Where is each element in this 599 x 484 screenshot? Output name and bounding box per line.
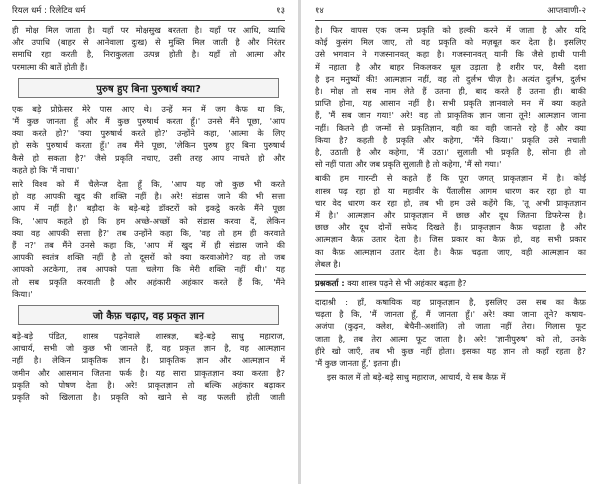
text-line: 'मैं कुछ जानता हूँ,' इतना ही।	[315, 358, 401, 369]
text-line: में है।' आत्मज्ञान और प्राकृतज्ञान में छाछ और दूध जितना डिफरेन्स है।	[315, 210, 586, 221]
text-line: उसे भगवान ने गजस्नानवत् कहा है। गजस्नानवत् यानी कि जैसे हाथी पानी	[315, 49, 586, 60]
left-paragraph-3	[12, 330, 285, 403]
text-line: सारे विश्व को मैं चैलेन्ज देता हूँ कि, 'आप यह जो कुछ भी करते	[12, 179, 285, 190]
section-heading-prakrut-gyan: जो कैफ़ चढ़ाए, वह प्रकृत ज्ञान	[18, 305, 279, 325]
text-line: है, उठाती है और कहेगा, 'मैं उठा।' सुलाती भी प्रकृति है, सोना ही तो	[315, 147, 586, 158]
text-line: है। फिर वापस एक जन्म प्रकृति को हल्की करने में जाता है और यदि	[315, 25, 586, 35]
text-line: नहीं है। लेकिन प्राकृतिक ज्ञान है। प्राकृतिक ज्ञान और आत्मज्ञान में	[12, 355, 285, 366]
left-paragraph-2	[12, 178, 285, 300]
text-line: आप में नहीं है।' बड़ौदा के बड़े-बड़े डॉक्टरों को इकट्ठे करके मैंने पूछा	[12, 203, 285, 214]
text-line: हीरे खो जाएँ, तब भी कुछ नहीं होता। इसका यह ज्ञान तो कहाँ रहता है?	[315, 345, 586, 356]
right-page-number: १४	[315, 6, 324, 16]
right-paragraph-1	[315, 24, 586, 170]
text-line: बड़े-बड़े पंडित, शास्त्र पढ़नेवाले शास्त्रज्ञ, बड़े-बड़े साधु महाराज,	[12, 331, 285, 342]
text-line: किया है? कहती है प्रकृति और कहेगा, 'मैंने किया।' प्रकृति उसे नचाती	[315, 134, 586, 145]
text-line: कहते हो कि 'मैं नाचा।'	[12, 164, 80, 175]
left-page-number: १३	[276, 6, 285, 16]
text-line: हैं, 'मैं सब जान गया!' अरे! वह तो प्राकृतिक ज्ञान जाना तूने! आत्मज्ञान जाना	[315, 110, 586, 121]
left-paragraph-1	[12, 103, 285, 176]
text-line: परमात्मा की बातें होती हैं।	[12, 61, 88, 72]
left-header-title: रियल धर्म : रिलेटिव धर्म	[12, 6, 86, 16]
text-line: चार वेद धारण कर रहा हो, तब भी हम उसे कहेंगे कि, 'तू अभी प्राकृतज्ञान	[315, 197, 586, 208]
text-line: लेबल है।	[315, 258, 341, 269]
text-line: का कैफ़ आत्मज्ञान उतार देता है। कैफ़ चढ़ता जाए, वही आत्मज्ञान का	[315, 246, 586, 257]
text-line: हो वह आपकी खुद की शक्ति नहीं है। अरे! संडास जाने की भी सत्ता	[12, 191, 285, 202]
text-line: और उपाधि (बाहर से आनेवाला दुःख) से मुक्ति मिल जाती है और निरंतर	[12, 37, 285, 48]
text-line: ही मोक्ष मिल जाता है। यहाँ पर मोक्षसुख बरतता है। यहाँ पर आधि, व्याधि	[12, 25, 285, 35]
text-line: प्रकृति को खिलाता है। प्रकृति को खाने से वह फलती होती जाती	[12, 392, 285, 403]
text-line: कि, 'आप कहते हो कि हम अच्छे-अच्छों को संडास करवा दें, लेकिन	[12, 215, 285, 226]
text-line: दादाश्री : हाँ, कषायिक वह प्राकृतज्ञान है, इसलिए उस सब का कैफ़	[315, 297, 586, 308]
text-line: नहीं। कितने ही जन्मों से प्रकृतिज्ञान, वही का वही जानते रहे हैं और क्या	[315, 122, 586, 133]
right-page-header	[315, 6, 586, 21]
right-header-title: आप्तवाणी-२	[547, 6, 586, 16]
text-line: अजंपा (कुढ़न, क्लेश, बेचैनी-अशांति) तो जाता नहीं तेरा। गिलास फूट	[315, 321, 586, 332]
text-line: जाता है, तब तेरा आत्मा फूट जाता है। अरे! 'ज्ञानीपुरुष' को तो, उनके	[315, 333, 586, 344]
text-line: है इन मनुष्यों की! आत्मज्ञान नहीं, वह तो दुर्लभ चीज़ है। अत्यंत दुर्लभ, दुर्लभ	[315, 73, 586, 84]
section-heading-purusharth: पुरुष हुए बिना पुरुषार्थ क्या?	[18, 78, 279, 98]
right-paragraph-2	[315, 172, 586, 270]
text-line: प्राप्ति होना, यह आसान नहीं है। सभी प्रकृति ज्ञानवाले मन में क्या कहते	[315, 98, 586, 109]
text-line: कैसे हो सकता है?' जैसे प्रकृति नचाए, उसी तरह आप नाचते हो और	[12, 152, 285, 163]
text-line: चढ़ता है कि, 'मैं जानता हूँ, मैं जानता हूँ।' अरे! क्या जाना तूने? कषाय-	[315, 309, 586, 320]
text-line: एक बड़े प्रोफ़ेसर मेरे पास आए थे। उन्हें मन में जग कैफ था कि,	[12, 103, 285, 114]
text-line: छाछ और दूध दोनों सफेद दिखते हैं। प्राकृतज्ञान कैफ़ चढ़ाता है और	[315, 222, 586, 233]
text-line: बाकी हम गारन्टी से कहते हैं कि पूरा जगत् प्राकृतज्ञान में है। कोई	[315, 173, 586, 184]
text-line: प्रकृति को पोषण देता है। अरे! प्राकृतज्ञान तो बल्कि अहंकार बढ़ाकर	[12, 379, 285, 390]
text-line: कोई कुसंग मिल जाए, तो वह प्रकृति को मज़बूत कर देता है। इसलिए	[315, 37, 586, 48]
text-line: आत्मज्ञान कैफ़ उतार देता है। जिस प्रकार का कैफ़ हो, वह सभी प्रकार	[315, 234, 586, 245]
text-line: शास्त्र पढ़ रहा हो या महावीर के पैंतालीस आगम धारण कर रहा हो या	[315, 185, 586, 196]
question-box	[315, 274, 586, 292]
question-label: प्रश्नकर्ता :	[315, 278, 345, 289]
text-line: आपकी स्वतंत्र शक्ति नहीं है तो दूसरों को क्या करवाओगे? वह तो जब	[12, 252, 285, 263]
left-page	[0, 0, 299, 484]
left-intro-paragraph	[12, 24, 285, 73]
text-line: क्या करते हो?' 'क्या पुरुषार्थ करते हो?' उन्होंने कहा, 'आत्मा के लिए	[12, 128, 285, 139]
text-line: है। मोक्ष तो सब नाम लेते हैं उतना ही, बाद करते हैं उतना ही। बाकी	[315, 86, 586, 97]
text-line: हैं न?' तब मैंने उनसे कहा कि, 'आप में खुद में ही संडास जाने की	[12, 240, 285, 251]
text-line: आचार्य, सभी जो कुछ भी जानते हैं, वह प्रकृत ज्ञान है, वह आत्मज्ञान	[12, 343, 285, 354]
text-line: किया।'	[12, 288, 33, 299]
left-page-header	[12, 6, 285, 21]
text-line: आपको अटकेगा, तब आपको पता चलेगा कि मेरी शक्ति नहीं थी।' यह	[12, 264, 285, 275]
text-line: 'मैं कुछ जानता हूँ और मैं कुछ पुरुषार्थ करता हूँ।' उनसे मैंने पूछा, 'आप	[12, 116, 285, 127]
right-final-paragraph	[315, 371, 586, 383]
text-line: हो सके पुरुषार्थ करता हूँ।' तब मैंने पूछा, 'लेकिन पुरुष हुए बिना पुरुषार्थ	[12, 140, 285, 151]
text-line: क्या वह आपकी सत्ता है?' तब उन्होंने कहा कि, 'वह तो हम ही करवाते	[12, 227, 285, 238]
text-line: समाधि रहा करती है, निराकुलता उत्पन्न होती है। यहाँ तो आत्मा और	[12, 49, 285, 60]
text-line: सो नहीं पाता और जब प्रकृति सुलाती है तो कहेगा, 'मैं सो गया।'	[315, 159, 502, 170]
text-line: में नहाता है और बाहर निकलकर धूल उड़ाता है शरीर पर, वैसी दशा	[315, 61, 586, 72]
answer-paragraph	[315, 296, 586, 369]
question-text: क्या शास्त्र पढ़ने से भी अहंकार बढ़ता है?	[347, 278, 467, 289]
right-page	[299, 0, 598, 484]
text-line: जमीन और आसमान जितना फर्क है। यह सारा प्राकृतज्ञान क्या करता है?	[12, 367, 285, 378]
text-line: तो सब प्रकृति करवाती है और अहंकारी अहंकार करते हैं कि, 'मैंने	[12, 276, 285, 287]
text-line: इस काल में तो बड़े-बड़े साधु महाराज, आचार्य, ये सब कैफ़ में	[327, 372, 506, 383]
